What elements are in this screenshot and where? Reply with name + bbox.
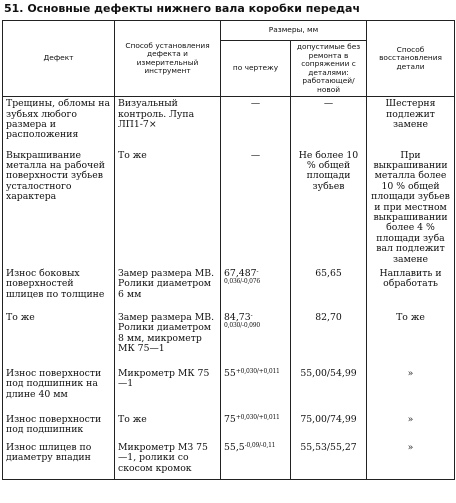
- cell-method: Микрометр МК 75—1: [115, 367, 221, 413]
- defects-table: [2, 20, 455, 480]
- drawing-tolerance: -0,09/-0,11: [244, 442, 276, 450]
- cell-defect: Износ шлицев по диаметру впадин: [3, 441, 115, 479]
- table-row: [3, 311, 455, 367]
- cell-method: Визуальный контроль. Лупа ЛП1-7×: [115, 97, 221, 149]
- drawing-value: 75: [224, 414, 236, 426]
- cell-drawing: [221, 267, 291, 311]
- cell-method: Микрометр МЗ 75—1, ролики со скосом кромок: [115, 441, 221, 479]
- cell-drawing: —: [221, 97, 291, 149]
- header-method: Способ установления дефекта и измерительный инструмент: [115, 21, 221, 97]
- cell-restore: Шестерня подлежит замене: [367, 97, 455, 149]
- drawing-tolerance: +0,030/+0,011: [235, 368, 280, 376]
- cell-restore: При выкрашивании металла более 10 % общей площади зубьев и при местном выкрашивании более 4 % площади зуба вал подлежит замене: [367, 149, 455, 267]
- cell-defect: Износ боковых поверхностей шлицев по толщине: [3, 267, 115, 311]
- header-defect: Дефект: [3, 21, 115, 97]
- cell-allowable: 55,53/55,27: [291, 441, 367, 479]
- table-row: [3, 367, 455, 413]
- drawing-value: 67,487: [224, 268, 257, 280]
- table-row: [3, 413, 455, 441]
- drawing-value: 55: [224, 368, 236, 380]
- header-by-drawing: по чертежу: [221, 41, 291, 97]
- table-row: [3, 149, 455, 267]
- cell-allowable: 65,65: [291, 267, 367, 311]
- cell-method: Замер размера МВ. Ролики диаметром 6 мм: [115, 267, 221, 311]
- cell-drawing: [221, 367, 291, 413]
- cell-drawing: [221, 413, 291, 441]
- cell-allowable: 82,70: [291, 311, 367, 367]
- cell-restore: То же: [367, 311, 455, 367]
- cell-drawing: —: [221, 149, 291, 267]
- cell-defect: Трещины, обломы на зубьях любого размера и расположения: [3, 97, 115, 149]
- cell-allowable: Не более 10 % общей площади зубьев: [291, 149, 367, 267]
- cell-restore: »: [367, 367, 455, 413]
- cell-method: То же: [115, 149, 221, 267]
- table-row: [3, 441, 455, 479]
- cell-defect: Износ поверхности под подшипник: [3, 413, 115, 441]
- cell-restore: Наплавить и обработать: [367, 267, 455, 311]
- cell-method: Замер размера МВ. Ролики диаметром 8 мм, микрометр МК 75—1: [115, 311, 221, 367]
- drawing-tolerance: -0,036/-0,076: [224, 268, 261, 286]
- cell-defect: Выкрашивание металла на рабочей поверхности зубьев усталостного характера: [3, 149, 115, 267]
- table-title: 51. Основные дефекты нижнего вала коробки передач: [4, 2, 361, 15]
- cell-method: То же: [115, 413, 221, 441]
- header-sizes-group: Размеры, мм: [221, 21, 367, 41]
- header-restore: Способ восстановления детали: [367, 21, 455, 97]
- cell-allowable: 55,00/54,99: [291, 367, 367, 413]
- drawing-value: 84,73: [224, 312, 251, 324]
- cell-drawing: [221, 441, 291, 479]
- cell-restore: »: [367, 441, 455, 479]
- cell-allowable: 75,00/74,99: [291, 413, 367, 441]
- cell-drawing: [221, 311, 291, 367]
- table-row: [3, 97, 455, 149]
- table-row: [3, 267, 455, 311]
- drawing-value: 55,5: [224, 442, 245, 454]
- drawing-tolerance: +0,030/+0,011: [235, 414, 280, 422]
- cell-defect: То же: [3, 311, 115, 367]
- cell-allowable: —: [291, 97, 367, 149]
- drawing-tolerance: -0,030/-0,090: [224, 312, 261, 330]
- cell-defect: Износ поверхности под подшипник на длине 40 мм: [3, 367, 115, 413]
- cell-restore: »: [367, 413, 455, 441]
- header-allowable: допустимые без ремонта в сопряжении с деталями: работающей/новой: [291, 41, 367, 97]
